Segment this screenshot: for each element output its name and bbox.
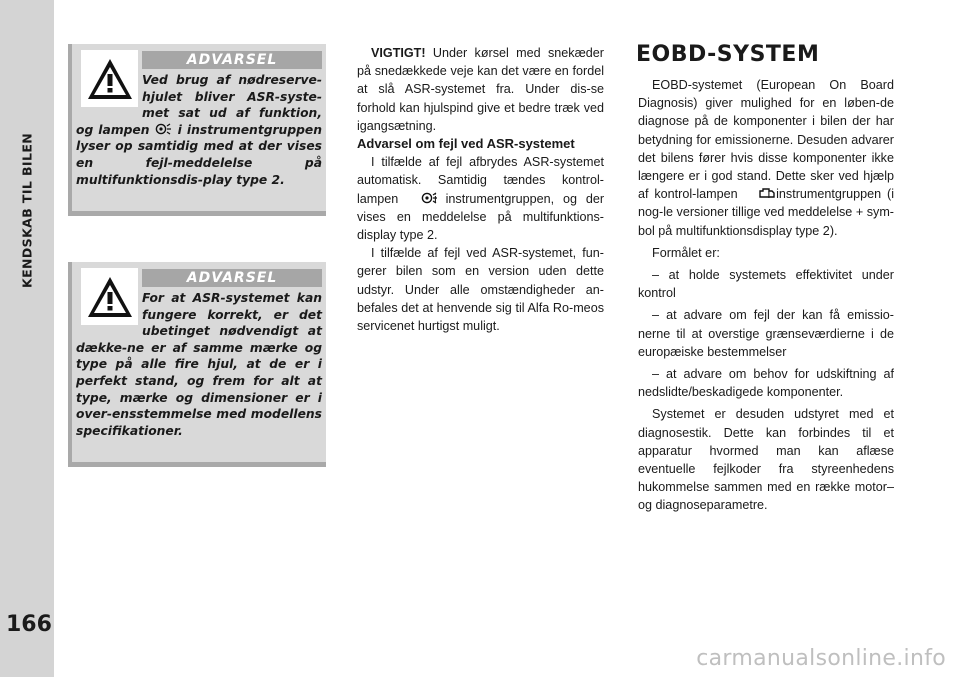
list-item: – at holde systemets effektivitet under kontrol [638,268,894,301]
asr-lamp-icon [407,191,425,203]
chapter-title: KENDSKAB TIL BILEN [19,132,35,288]
right-column [638,76,894,515]
paragraph: Systemet er desuden udstyret med et diagnosestik. Dette kan forbindes til et apparatur hvormed man kan aflæse eventuelle fejlkoder fra styreenhedens hukommelse sammen med en række motor– og diagnoseparametre. [638,407,894,513]
warning-text: Ved brug af nødreserve-hjulet bliver ASR-syste-met sat ud af funktion, og lampen i instrumentgruppen lyser op samtidig med at der vises en fejl-meddelelse på multifunktionsdis-play type 2. [76,73,323,187]
important-paragraph: VIGTIGT! Under kørsel med snekæder på snedækkede veje kan det være en fordel at slå ASR-systemet fra. Under dis-se forhold kan hjulspind give et bedre træk ved igangsætning. [357,46,604,133]
paragraph: I tilfælde af fejl afbrydes ASR-systemet automatisk. Samtidig tændes kontrol-lampen i instrumentgruppen, og der vises en meddelelse på multifunktions-display type 2. [357,155,605,243]
paragraph: EOBD-systemet (European On Board Diagnosis) giver mulighed for en løben-de diagnose på de komponenter i bilen der har betydning for emissionerne. Desuden advarer det bilens fører hvis disse komponenter ikke længere er i god stand. Dette sker ved hjælp af kontrol-lampen i instrumentgruppen (i nog-le versioner tillige ved meddelelse + sym-bol på multifunktionsdisplay type 2). [638,78,894,238]
list-item: – at advare om behov for udskiftning af nedslidte/beskadigede komponenter. [638,367,894,400]
section-title: EOBD-SYSTEM [636,42,820,67]
page-number: 166 [6,612,52,637]
warning-header: ADVARSEL [142,269,322,287]
list-item: – at advare om fejl der kan få emissio-nerne til at overstige grænseværdierne i de europæiske bestemmelser [638,308,894,359]
warning-text: For at ASR-systemet kan fungere korrekt, er det ubetinget nødvendigt at dække-ne er af samme mærke og type på alle fire hjul, at de er i perfekt stand, og frem for alt at type, mærke og dimensioner er i over-ensstemmelse med modellens specifikationer. [76,291,322,438]
warning-box-1 [68,44,326,216]
engine-check-lamp-icon [744,186,762,198]
subheading: Advarsel om fejl ved ASR-systemet [357,136,575,152]
middle-column [357,44,604,335]
important-label: VIGTIGT! [371,46,426,60]
warning-box-2 [68,262,326,467]
watermark: carmanualsonline.info [696,646,946,671]
paragraph: I tilfælde af fejl ved ASR-systemet, fun-gerer bilen som en version uden dette udstyr. Under alle omstændigheder an-befales det at henvende sig til Alfa Ro-meos servicenet hurtigst muligt. [357,246,604,334]
paragraph: Formålet er: [652,245,720,260]
warning-header: ADVARSEL [142,51,322,69]
asr-lamp-icon [155,123,173,135]
